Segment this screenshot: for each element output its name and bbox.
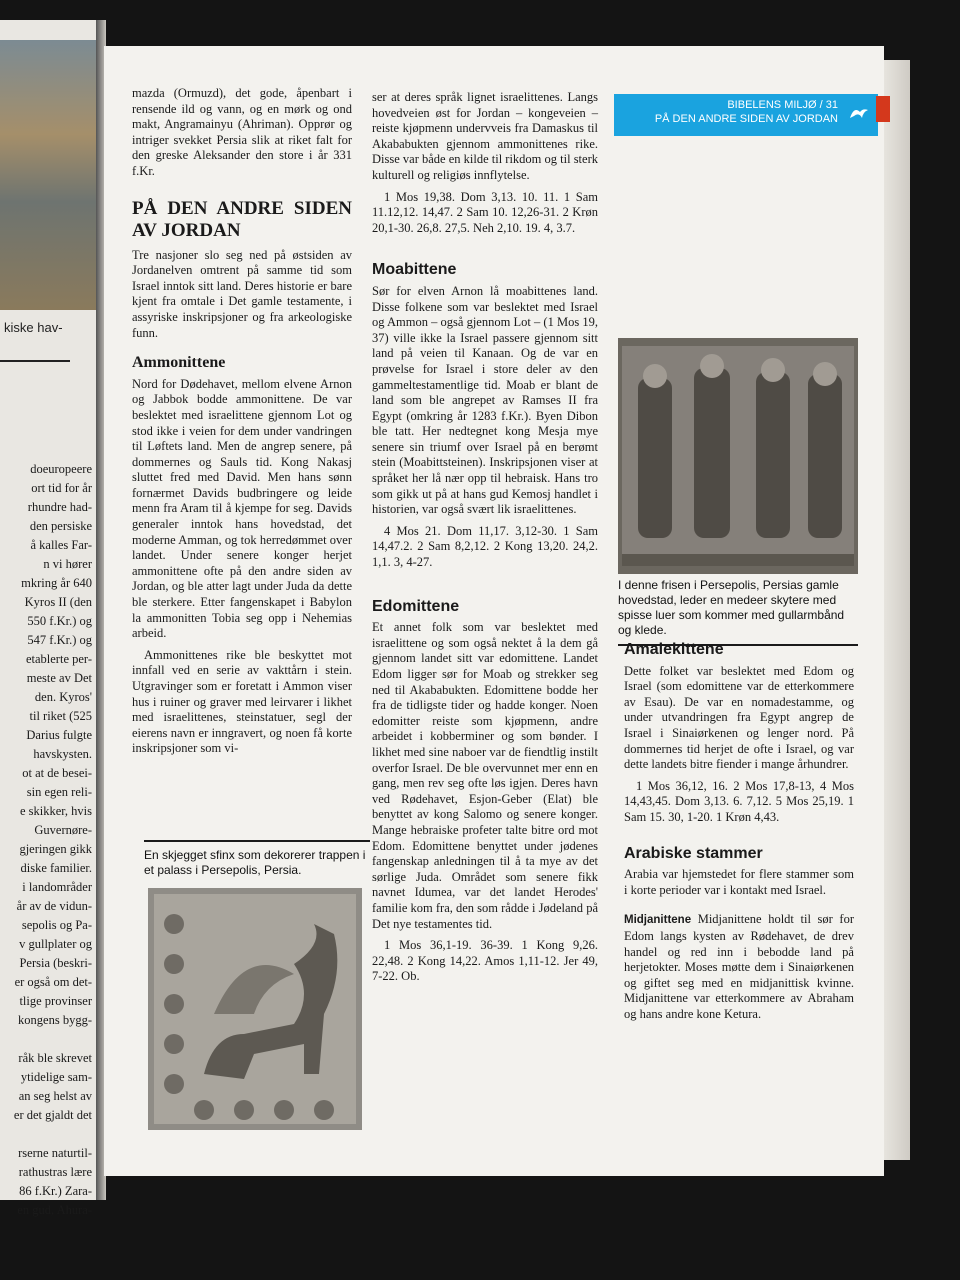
left-page-line: kongens bygg-	[18, 1013, 92, 1027]
intro-paragraph: mazda (Ormuzd), det gode, åpenbart i rensende ild og vann, og en mørk og ond makt, Angramainyu (Ahriman). Opprør og intriger svekket Persia slik at riket falt for den greske Aleksander den store i år 331 f.Kr.	[132, 86, 352, 178]
arabiske-stammer-paragraph: Arabia var hjemstedet for flere stammer som i korte perioder var i kontakt med Israel.	[624, 867, 854, 897]
persepolis-frieze-image	[618, 338, 858, 574]
left-page-line: til riket (525	[29, 709, 92, 723]
left-page-line: den persiske	[29, 519, 92, 533]
left-page-line: sepolis og Pa-	[21, 918, 92, 932]
left-page-line: å kalles Far-	[30, 538, 92, 552]
left-page-line: doeuropeere	[30, 462, 92, 476]
frieze-figure	[618, 338, 858, 646]
left-page-text	[0, 460, 92, 1220]
left-page-line: rserne naturtil-	[18, 1146, 92, 1160]
left-page-line: havskysten.	[33, 747, 92, 761]
column-2	[372, 90, 598, 991]
left-page-line: år av de vidun-	[16, 899, 92, 913]
left-page-line: Kyros II (den	[24, 595, 92, 609]
left-page-line: den. Kyros'	[34, 690, 92, 704]
left-page-line	[0, 1030, 92, 1049]
column-3	[624, 636, 854, 1028]
left-page-line: diske familier.	[20, 861, 92, 875]
header-line-2: PÅ DEN ANDRE SIDEN AV JORDAN	[654, 113, 838, 125]
left-page-line: v gullplater og	[19, 937, 92, 951]
left-page-line: Guvernøre-	[34, 823, 92, 837]
section-title: PÅ DEN ANDRE SIDEN AV JORDAN	[132, 197, 352, 241]
ammonittene-references: 1 Mos 19,38. Dom 3,13. 10. 11. 1 Sam 11.12,12. 14,47. 2 Sam 10. 12,26-31. 2 Krøn 20,1-30. 26,8. 27,5. Neh 2,10. 19. 4, 3.7.	[372, 189, 598, 235]
sphinx-caption: En skjegget sfinx som dekorerer trappen i et palass i Persepolis, Persia.	[144, 848, 366, 877]
left-page-line: meste av Det	[26, 671, 92, 685]
harbor-photo	[0, 40, 96, 310]
left-page-line: i landområder	[22, 880, 92, 894]
left-page-line: 86 f.Kr.) Zara-	[19, 1184, 92, 1198]
ammonittene-paragraph-2: Ammonittenes rike ble beskyttet mot innfall ved en serie av vakttårn i stein. Utgravinger som er foretatt i Ammon viser hus i ruiner og graver med leirvarer i likhet med israelittenes, steinstatuer, segl der eierens navn er inngravert, og noen få korte inskripsjoner som vi-	[132, 647, 352, 756]
left-page-line: tlige provinser	[19, 994, 92, 1008]
moabittene-paragraph: Sør for elven Arnon lå moabittenes land. Disse folkene som var beslektet med Israel og Ammon – også gjennom Lot – (1 Mos 19, 37) ville ikke la Israel passere gjennom sitt land på veien til Kanaan. Og de var en prøvelse for Israel i store deler av den gammeltestamentlige tid. Moab er blant de land som ble angrepet av Ramses II fra Egypt (omkring år 1283 f.Kr.). Byen Dibon ble tatt. Her nedtegnet kong Mesja mye senere sin triumf over Israel på en berømt stein (Moabittsteinen). Inskripsjonen viser at språket her lå nær opp til hebraisk. Hans tro som gikk ut på at hans gud Kemosj handlet i historien, var også svært lik israelittenes.	[372, 283, 598, 517]
midjanittene-text: Midjanittene holdt til sør for Edom langs kysten av Rødehavet, de drev handel og red inn i bebodde land på herjetokter. Moses møtte dem i Sinaiørkenen og giftet seg med en midjanittisk kvinne. Midjanittene var etterkommere av Abraham og hans andre kone Ketura.	[624, 912, 854, 1021]
lead-paragraph: Tre nasjoner slo seg ned på østsiden av Jordanelven omtrent på samme tid som Israel inntok sitt land. Deres historie er bare kjent fra omtale i Det gamle testamente, i assyriske inskripsjoner og fra arkeologiske funn.	[132, 247, 352, 340]
sphinx-figure	[144, 840, 370, 1134]
left-page-line: rhundre had-	[27, 500, 92, 514]
ammonittene-heading: Ammonittene	[132, 354, 226, 372]
edomittene-references: 1 Mos 36,1-19. 36-39. 1 Kong 9,26. 22,48. 2 Kong 14,22. Amos 1,11-12. Jer 49, 7-22. Ob.	[372, 938, 598, 984]
left-page-line: ot at de besei-	[22, 766, 92, 780]
edomittene-heading: Edomittene	[372, 597, 460, 615]
moabittene-heading: Moabittene	[372, 261, 457, 279]
midjanittene-paragraph	[624, 912, 854, 1022]
wave-logo-icon	[848, 104, 870, 122]
ammonittene-continued: ser at deres språk lignet israelittenes. Langs hovedveien øst for Jordan – kongeveien – reiste kjøpmenn undervveis fra Damaskus til Akababukten gjennom ammonittenes rike. Disse var både en kilde til rikdom og til sterk kulturell og religiøs innflytelse.	[372, 90, 598, 182]
red-edge-tab	[876, 96, 890, 122]
left-page-line: sin egen reli-	[26, 785, 92, 799]
left-page-line: etablerte per-	[25, 652, 92, 666]
left-page-line: råk ble skrevet	[18, 1051, 92, 1065]
left-page-line: e skikker, hvis	[19, 804, 92, 818]
figure-rule	[144, 840, 370, 842]
left-page-line: 547 f.Kr.) og	[27, 633, 92, 647]
column-1	[132, 86, 352, 763]
page-edge	[884, 60, 910, 1160]
right-page	[104, 46, 884, 1176]
amalekittene-heading: Amalekittene	[624, 641, 724, 658]
left-page-line: 550 f.Kr.) og	[27, 614, 92, 628]
left-page-line: en gud, Ahura-	[17, 1203, 92, 1217]
amalekittene-paragraph: Dette folket var beslektet med Edom og Israel (som edomittene var de etterkommere av Esau). De var en nomadestamme, og under utvandringen fra Egypt angrep de Israel i Sinaiørkenen og lenger nord. På dommernes tid herjet de ofte i Israel, og var dette landets bitre fiender i mange århundrer.	[624, 663, 854, 772]
midjanittene-label: Midjanittene	[624, 914, 692, 927]
left-page-line: an seg helst av	[18, 1089, 92, 1103]
header-line-1: BIBELENS MILJØ / 31	[727, 99, 838, 111]
moabittene-references: 4 Mos 21. Dom 11,17. 3,12-30. 1 Sam 14,47.2. 2 Sam 8,2,12. 2 Kong 13,20. 24,2. 1,1. 3, 4-27.	[372, 523, 598, 570]
facing-left-page	[0, 20, 96, 1217]
sphinx-relief-image	[144, 884, 368, 1134]
left-page-line: er også om det-	[14, 975, 92, 989]
left-page-line: mkring år 640	[21, 576, 92, 590]
left-page-rule	[0, 360, 70, 362]
edomittene-paragraph: Et annet folk som var beslektet med israelittene og som også nektet å la dem gå gjennom landet sitt var edomittene. Landet Edom ligger sør for Moab og strekker seg ned til Akababukten. Edomittene bodde her fra de tidligste tider og hadde konger. Noen edomitter reiste som kjøpmenn, andre arbeidet i kobberminer og som bønder. I likhet med sine naboer var de fiendtlig instilt overfor Israel. De ble overvunnet mer enn en gang, men rev seg ofte løs igjen. Deres havn ved Rødehavet, Esjon-Geber (Elat) ble benyttet av kong Salomo og senere konger. Mange hebraiske profeter talte bitre ord mot Edom. Edomittene benyttet under jødenes fangenskap anledningen til å ta mye av det sørlige Juda. Området som senere fikk navnet Idumea, var det landet Herodes' familie kom fra, den som rådde i Jødeland på Det nye testamentes tid.	[372, 620, 598, 931]
left-page-caption: kiske hav-	[4, 320, 63, 335]
running-header	[614, 94, 878, 136]
left-page-line: rathustras lære	[18, 1165, 92, 1179]
arabiske-stammer-heading: Arabiske stammer	[624, 844, 763, 862]
left-page-line: gjeringen gikk	[19, 842, 92, 856]
left-page-line: ort tid for år	[31, 481, 92, 495]
left-page-line	[0, 1125, 92, 1144]
left-page-line: ytidelige sam-	[20, 1070, 92, 1084]
amalekittene-references: 1 Mos 36,12, 16. 2 Mos 17,8-13, 4 Mos 14,43,45. Dom 3,13. 6. 7,12. 5 Mos 25,19. 1 Sam 15. 30, 1-20. 1 Krøn 4,43.	[624, 778, 854, 824]
left-page-line: er det gjaldt det	[13, 1108, 92, 1122]
ammonittene-paragraph-1: Nord for Dødehavet, mellom elvene Arnon og Jabbok bodde ammonittene. De var beslektet med israelittene gjennom Lot og stod ikke i veien for dem under vandringen til Løftets land. Men de angrep senere, på dommernes og Sauls tid. Kong Nakasj sluttet fred med David. Men hans sønn fornærmet Davids budbringere og leide menn fra Aram til å kjempe for seg. Davids generaler inntok hans hovedstad, det moderne Amman, og tok herredømmet over landet. Under senere konger herjet ammonittene ofte på den andre siden av Jordan, og ble atter lagt under Juda da dette ble sterkere. Etter fangenskapet i Babylon la ammonitten Tobia seg opp i Nehemias arbeid.	[132, 376, 352, 641]
left-page-line: Darius fulgte	[26, 728, 92, 742]
frieze-caption: I denne frisen i Persepolis, Persias gamle hovedstad, leder en medeer skytere med spisse luer som kommer med gullarmbånd og klede.	[618, 578, 845, 637]
left-page-line: Persia (beskri-	[19, 956, 92, 970]
left-page-line: n vi hører	[43, 557, 92, 571]
